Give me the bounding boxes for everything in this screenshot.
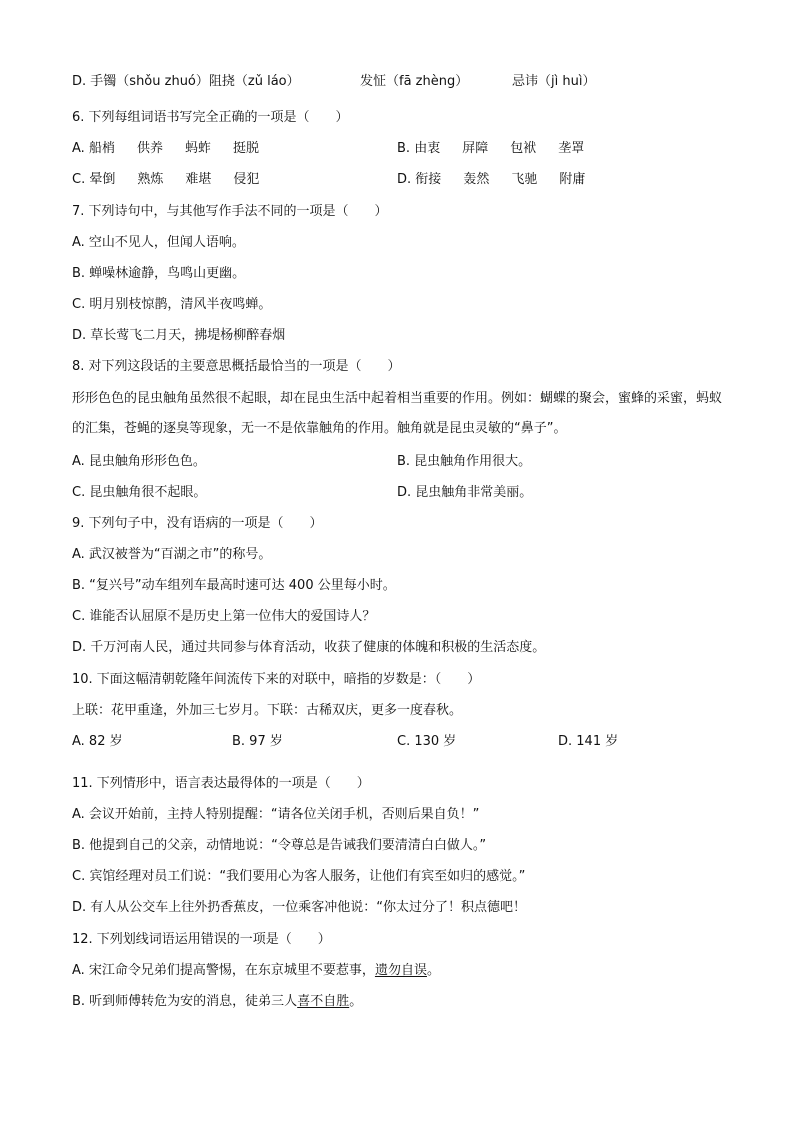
q6-option-d: D. 衔接 轰然 飞驰 附庸: [397, 172, 586, 187]
q5-option-d-word-4: 忌讳（jì huì）: [512, 74, 596, 89]
q6-stem: 6. 下列每组词语书写完全正确的一项是（ ）: [72, 110, 349, 125]
q12-stem: 12. 下列划线词语运用错误的一项是（ ）: [72, 932, 331, 947]
q11-option-d: D. 有人从公交车上往外扔香蕉皮，一位乘客冲他说：“你太过分了！积点德吧！: [72, 900, 527, 915]
underlined-phrase: 喜不自胜: [297, 994, 350, 1009]
q6-option-b: B. 由衷 屏障 包袱 垄罩: [397, 141, 585, 156]
q8-stem: 8. 对下列这段话的主要意思概括最恰当的一项是（ ）: [72, 359, 401, 374]
q7-option-a: A. 空山不见人，但闻人语响。: [72, 235, 245, 250]
q7-option-b: B. 蝉噪林逾静，鸟鸣山更幽。: [72, 266, 246, 281]
word-1: 手镯（shǒu zhuó）: [90, 74, 209, 89]
q11-option-a: A. 会议开始前，主持人特别提醒：“请各位关闭手机，否则后果自负！”: [72, 807, 480, 822]
q12-option-b: B. 听到师傅转危为安的消息，徒弟三人喜不自胜。: [72, 994, 363, 1009]
underlined-phrase: 遗勿自误: [374, 963, 427, 978]
q11-stem: 11. 下列情形中，语言表达最得体的一项是（ ）: [72, 776, 370, 791]
q10-option-d: D. 141 岁: [558, 734, 619, 749]
q10-option-c: C. 130 岁: [397, 734, 457, 749]
q5-option-d-word-3: 发怔（fā zhèng）: [360, 74, 469, 89]
q12-option-a: A. 宋江命令兄弟们提高警惕，在东京城里不要惹事，遗勿自误。: [72, 963, 440, 978]
q7-stem: 7. 下列诗句中，与其他写作手法不同的一项是（ ）: [72, 204, 388, 219]
q10-couplet: 上联：花甲重逢，外加三七岁月。下联：古稀双庆，更多一度春秋。: [72, 703, 463, 718]
q7-option-c: C. 明月别枝惊鹊，清风半夜鸣蝉。: [72, 297, 272, 312]
q8-option-c: C. 昆虫触角很不起眼。: [72, 485, 207, 500]
word-2: 阻挠（zǔ láo）: [208, 74, 300, 89]
q9-option-c: C. 谁能否认屈原不是历史上第一位伟大的爱国诗人？: [72, 609, 376, 624]
q10-option-a: A. 82 岁: [72, 734, 123, 749]
q9-option-b: B. “复兴号”动车组列车最高时速可达 400 公里每小时。: [72, 578, 396, 593]
q8-option-b: B. 昆虫触角作用很大。: [397, 454, 532, 469]
q8-option-a: A. 昆虫触角形形色色。: [72, 454, 206, 469]
q11-option-b: B. 他提到自己的父亲，动情地说：“令尊总是告诫我们要清清白白做人。”: [72, 838, 487, 853]
q6-option-c: C. 晕倒 熟炼 难堪 侵犯: [72, 172, 260, 187]
q9-stem: 9. 下列句子中，没有语病的一项是（ ）: [72, 516, 323, 531]
q11-option-c: C. 宾馆经理对员工们说：“我们要用心为客人服务，让他们有宾至如归的感觉。”: [72, 869, 526, 884]
q7-option-d: D. 草长莺飞二月天，拂堤杨柳醉春烟: [72, 328, 286, 343]
option-letter: D.: [72, 74, 87, 89]
q6-option-a: A. 船梢 供养 蚂蚱 挺脱: [72, 141, 259, 156]
q9-option-d: D. 千万河南人民，通过共同参与体育活动，收获了健康的体魄和积极的生活态度。: [72, 640, 546, 655]
q9-option-a: A. 武汉被誉为“百湖之市”的称号。: [72, 547, 272, 562]
q10-option-b: B. 97 岁: [232, 734, 283, 749]
q8-option-d: D. 昆虫触角非常美丽。: [397, 485, 533, 500]
q8-passage: 形形色色的昆虫触角虽然很不起眼，却在昆虫生活中起着相当重要的作用。例如：蝴蝶的聚会，蜜蜂的采蜜，蚂蚁的汇集，苍蝇的逐臭等现象，无一不是依靠触角的作用。触角就是昆虫灵敏的“鼻子”。: [72, 391, 723, 436]
q10-stem: 10. 下面这幅清朝乾隆年间流传下来的对联中，暗指的岁数是：（ ）: [72, 672, 481, 687]
